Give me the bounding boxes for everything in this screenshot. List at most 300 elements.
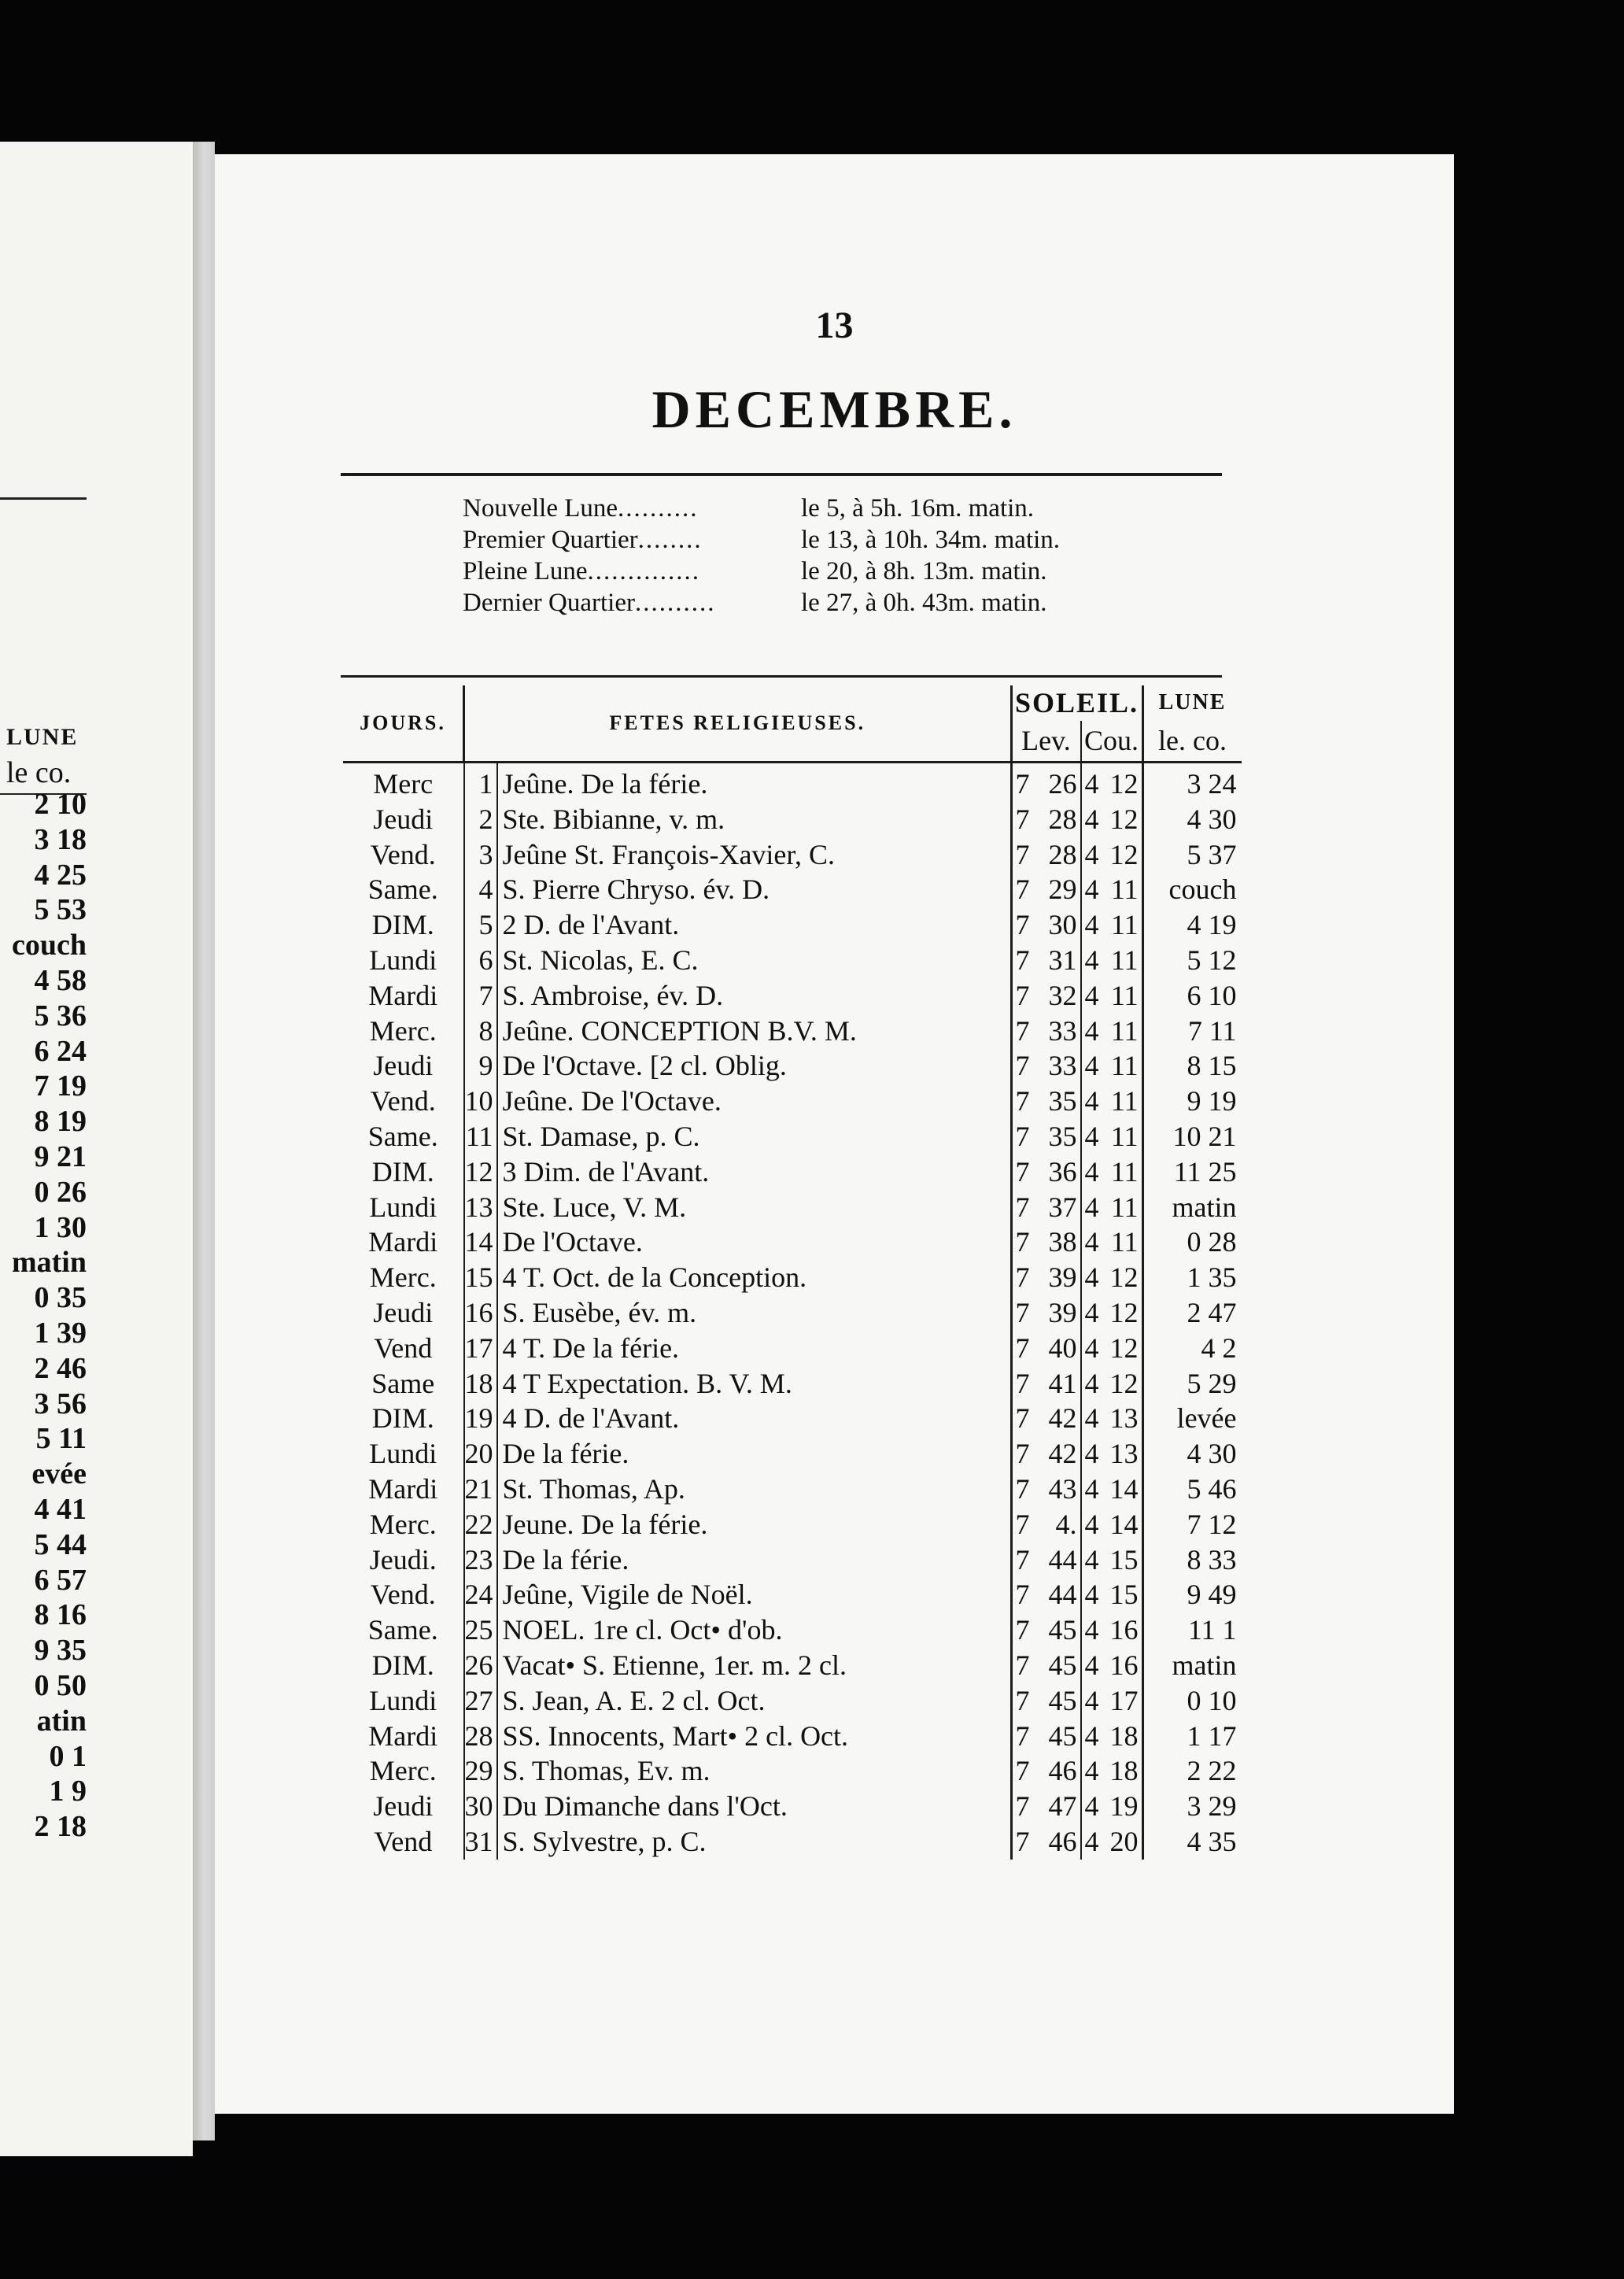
row-day-name: Jeudi bbox=[343, 1789, 464, 1824]
row-day-number: 20 bbox=[464, 1436, 497, 1472]
page-number: 13 bbox=[815, 305, 854, 346]
row-sunset-hour: 4 bbox=[1084, 1719, 1099, 1752]
row-day-name: Vend. bbox=[343, 1577, 464, 1612]
moon-phase-name: Nouvelle Lune bbox=[463, 494, 618, 523]
row-day-number: 6 bbox=[464, 943, 497, 978]
row-day-name: Same. bbox=[343, 1119, 464, 1154]
left-page-lune-value: 0 35 bbox=[34, 1281, 87, 1315]
row-sunset-hour: 4 bbox=[1084, 1579, 1099, 1611]
left-page-lune-value: 0 1 bbox=[49, 1739, 87, 1773]
row-sunset-minute: 14 bbox=[1107, 1472, 1143, 1507]
row-day-name: Lundi bbox=[343, 1190, 464, 1225]
row-moon-time: 5 37 bbox=[1187, 838, 1237, 870]
row-moon-time: 4 30 bbox=[1187, 803, 1237, 835]
row-sunrise-hour: 7 bbox=[1015, 909, 1030, 941]
row-moon-time: 8 33 bbox=[1187, 1543, 1237, 1575]
row-moon-time: 8 15 bbox=[1187, 1050, 1237, 1082]
row-sunrise-minute: 41 bbox=[1038, 1366, 1081, 1402]
row-sunrise-hour: 7 bbox=[1015, 1543, 1030, 1575]
table-row bbox=[343, 1084, 1242, 1119]
row-feast: De l'Octave. [2 cl. Oblig. bbox=[497, 1048, 1012, 1084]
moon-phase-row bbox=[463, 524, 1060, 556]
row-moon-time: 6 10 bbox=[1187, 979, 1237, 1011]
row-sunrise-hour: 7 bbox=[1015, 1191, 1030, 1223]
moon-phase-name: Dernier Quartier bbox=[463, 589, 635, 617]
row-feast: Jeûne. De la férie. bbox=[497, 763, 1012, 802]
row-sunset-hour: 4 bbox=[1084, 1755, 1099, 1787]
almanac-page bbox=[215, 154, 1454, 2114]
left-page-lune-value: 1 9 bbox=[49, 1775, 87, 1808]
row-feast: S. Jean, A. E. 2 cl. Oct. bbox=[497, 1683, 1012, 1719]
row-moon-time: couch bbox=[1168, 874, 1237, 906]
left-page-lune-value: 0 26 bbox=[34, 1175, 87, 1209]
row-day-number: 2 bbox=[464, 802, 497, 837]
left-page-lune-value: 5 53 bbox=[34, 893, 87, 927]
row-sunrise-minute: 35 bbox=[1038, 1084, 1081, 1119]
row-sunrise-minute: 32 bbox=[1038, 978, 1081, 1014]
moon-phase-time: le 27, à 0h. 43m. matin. bbox=[801, 589, 1047, 617]
row-day-name: Vend bbox=[343, 1824, 464, 1860]
row-sunrise-minute: 45 bbox=[1038, 1648, 1081, 1683]
moon-phase-name-cell bbox=[463, 493, 801, 524]
row-sunrise-hour: 7 bbox=[1015, 1120, 1030, 1152]
row-sunrise-minute: 46 bbox=[1038, 1824, 1081, 1860]
row-moon-time: matin bbox=[1172, 1649, 1237, 1681]
row-sunrise-hour: 7 bbox=[1015, 768, 1030, 800]
table-row bbox=[343, 1683, 1242, 1719]
col-header-soleil: SOLEIL. bbox=[1011, 685, 1142, 721]
left-page-lune-value: matin bbox=[12, 1246, 87, 1280]
row-moon-time: 11 1 bbox=[1187, 1614, 1237, 1646]
row-day-number: 23 bbox=[464, 1542, 497, 1578]
table-row bbox=[343, 763, 1242, 802]
row-feast: Vacat• S. Etienne, 1er. m. 2 cl. bbox=[497, 1648, 1012, 1683]
table-row bbox=[343, 1472, 1242, 1507]
left-page-lune-heading: LUNE bbox=[6, 724, 79, 750]
moon-phase-name-cell bbox=[463, 587, 801, 619]
left-page-lune-value: 9 21 bbox=[34, 1140, 87, 1173]
row-day-name: Merc. bbox=[343, 1507, 464, 1542]
row-sunset-minute: 11 bbox=[1107, 1048, 1143, 1084]
row-sunset-minute: 12 bbox=[1107, 1260, 1143, 1295]
row-sunrise-minute: 44 bbox=[1038, 1542, 1081, 1578]
moon-phase-time: le 13, à 10h. 34m. matin. bbox=[801, 526, 1061, 554]
row-sunset-minute: 17 bbox=[1107, 1683, 1143, 1719]
book-binding-gutter bbox=[193, 142, 215, 2140]
row-sunset-hour: 4 bbox=[1084, 1790, 1099, 1823]
row-day-name: Same. bbox=[343, 872, 464, 907]
row-sunset-minute: 11 bbox=[1107, 872, 1143, 907]
row-moon-time: 1 17 bbox=[1187, 1719, 1237, 1752]
row-day-number: 19 bbox=[464, 1401, 497, 1436]
table-row bbox=[343, 1014, 1242, 1049]
row-sunrise-minute: 39 bbox=[1038, 1295, 1081, 1331]
row-sunset-hour: 4 bbox=[1084, 1120, 1099, 1152]
row-feast: Jeûne. CONCEPTION B.V. M. bbox=[497, 1014, 1012, 1049]
row-day-name: Mardi bbox=[343, 1224, 464, 1260]
row-sunset-minute: 11 bbox=[1107, 978, 1143, 1014]
moon-phase-leader-dots: .......... bbox=[618, 494, 699, 523]
row-sunrise-minute: 33 bbox=[1038, 1014, 1081, 1049]
table-row bbox=[343, 1789, 1242, 1824]
moon-phase-time: le 20, à 8h. 13m. matin. bbox=[801, 557, 1047, 585]
left-page-lune-value: 4 58 bbox=[34, 963, 87, 997]
row-feast: SS. Innocents, Mart• 2 cl. Oct. bbox=[497, 1719, 1012, 1754]
row-feast: 3 Dim. de l'Avant. bbox=[497, 1154, 1012, 1190]
table-row bbox=[343, 1119, 1242, 1154]
title-rule bbox=[341, 473, 1222, 476]
left-page-lune-value: 0 50 bbox=[34, 1668, 87, 1702]
left-page-lune-subheading: le co. bbox=[6, 756, 72, 789]
row-sunset-hour: 4 bbox=[1084, 909, 1099, 941]
row-moon-time: 1 35 bbox=[1187, 1261, 1237, 1294]
row-day-number: 24 bbox=[464, 1577, 497, 1612]
row-moon-time: 9 19 bbox=[1187, 1085, 1237, 1117]
row-day-number: 5 bbox=[464, 907, 497, 943]
table-row bbox=[343, 907, 1242, 943]
left-page-lune-value: evée bbox=[31, 1457, 87, 1491]
row-sunrise-hour: 7 bbox=[1015, 874, 1030, 906]
table-row bbox=[343, 1719, 1242, 1754]
row-sunrise-minute: 43 bbox=[1038, 1472, 1081, 1507]
row-sunrise-hour: 7 bbox=[1015, 1825, 1030, 1857]
row-sunrise-minute: 37 bbox=[1038, 1190, 1081, 1225]
row-day-name: Merc. bbox=[343, 1014, 464, 1049]
table-row bbox=[343, 1612, 1242, 1648]
col-header-fetes: FETES RELIGIEUSES. bbox=[464, 685, 1012, 763]
row-day-name: Jeudi. bbox=[343, 1542, 464, 1578]
row-day-name: Vend. bbox=[343, 837, 464, 873]
row-sunrise-hour: 7 bbox=[1015, 1508, 1030, 1540]
table-row bbox=[343, 1648, 1242, 1683]
row-sunrise-minute: 45 bbox=[1038, 1612, 1081, 1648]
row-sunset-minute: 11 bbox=[1107, 1224, 1143, 1260]
row-sunrise-hour: 7 bbox=[1015, 1261, 1030, 1294]
row-sunset-minute: 11 bbox=[1107, 1014, 1143, 1049]
row-sunset-hour: 4 bbox=[1084, 1191, 1099, 1223]
row-day-number: 10 bbox=[464, 1084, 497, 1119]
left-page-rule-top bbox=[0, 497, 87, 500]
row-day-name: DIM. bbox=[343, 1154, 464, 1190]
row-moon-time: 4 19 bbox=[1187, 909, 1237, 941]
table-row bbox=[343, 943, 1242, 978]
row-day-name: Lundi bbox=[343, 1683, 464, 1719]
row-feast: De la férie. bbox=[497, 1542, 1012, 1578]
row-sunset-hour: 4 bbox=[1084, 1296, 1099, 1328]
row-feast: NOEL. 1re cl. Oct• d'ob. bbox=[497, 1612, 1012, 1648]
table-row bbox=[343, 1577, 1242, 1612]
row-feast: S. Ambroise, év. D. bbox=[497, 978, 1012, 1014]
left-page-lune-value: 5 36 bbox=[34, 999, 87, 1032]
calendar-body bbox=[343, 763, 1242, 1860]
row-sunset-hour: 4 bbox=[1084, 803, 1099, 835]
table-row bbox=[343, 1260, 1242, 1295]
calendar-table bbox=[343, 685, 1242, 1860]
row-day-number: 9 bbox=[464, 1048, 497, 1084]
row-feast: S. Eusèbe, év. m. bbox=[497, 1295, 1012, 1331]
row-sunset-hour: 4 bbox=[1084, 1261, 1099, 1294]
left-page-lune-value: 9 35 bbox=[34, 1634, 87, 1668]
row-sunrise-minute: 42 bbox=[1038, 1436, 1081, 1472]
row-sunset-minute: 12 bbox=[1107, 1331, 1143, 1366]
row-feast: S. Sylvestre, p. C. bbox=[497, 1824, 1012, 1860]
row-moon-time: 9 49 bbox=[1187, 1579, 1237, 1611]
row-day-number: 29 bbox=[464, 1753, 497, 1789]
previous-page-fragment bbox=[0, 142, 193, 2156]
table-row bbox=[343, 872, 1242, 907]
row-sunrise-hour: 7 bbox=[1015, 1085, 1030, 1117]
moon-phase-row bbox=[463, 587, 1060, 619]
row-day-number: 14 bbox=[464, 1224, 497, 1260]
row-day-name: DIM. bbox=[343, 1648, 464, 1683]
row-sunset-hour: 4 bbox=[1084, 768, 1099, 800]
row-sunrise-hour: 7 bbox=[1015, 1790, 1030, 1823]
row-sunrise-minute: 46 bbox=[1038, 1753, 1081, 1789]
row-day-number: 11 bbox=[464, 1119, 497, 1154]
row-moon-time: 5 46 bbox=[1187, 1472, 1237, 1505]
row-feast: St. Damase, p. C. bbox=[497, 1119, 1012, 1154]
row-sunrise-minute: 45 bbox=[1038, 1683, 1081, 1719]
row-day-number: 18 bbox=[464, 1366, 497, 1402]
row-sunset-hour: 4 bbox=[1084, 1543, 1099, 1575]
month-title: DECEMBRE. bbox=[651, 379, 1017, 439]
left-page-lune-value: 8 19 bbox=[34, 1105, 87, 1139]
row-sunrise-hour: 7 bbox=[1015, 979, 1030, 1011]
row-sunrise-hour: 7 bbox=[1015, 1155, 1030, 1188]
row-day-name: Mardi bbox=[343, 1719, 464, 1754]
col-header-lune: LUNE bbox=[1142, 685, 1242, 721]
moon-phase-name-cell bbox=[463, 524, 801, 556]
left-page-lune-value: 5 44 bbox=[34, 1527, 87, 1561]
row-sunrise-minute: 38 bbox=[1038, 1224, 1081, 1260]
row-sunset-hour: 4 bbox=[1084, 1085, 1099, 1117]
row-feast: Ste. Bibianne, v. m. bbox=[497, 802, 1012, 837]
row-day-number: 17 bbox=[464, 1331, 497, 1366]
row-sunset-minute: 18 bbox=[1107, 1753, 1143, 1789]
row-sunset-minute: 13 bbox=[1107, 1436, 1143, 1472]
row-sunrise-minute: 39 bbox=[1038, 1260, 1081, 1295]
row-sunset-minute: 11 bbox=[1107, 907, 1143, 943]
row-moon-time: 7 11 bbox=[1187, 1014, 1237, 1047]
row-moon-time: 10 21 bbox=[1172, 1120, 1237, 1152]
table-row bbox=[343, 1224, 1242, 1260]
row-sunrise-minute: 33 bbox=[1038, 1048, 1081, 1084]
row-sunrise-hour: 7 bbox=[1015, 1719, 1030, 1752]
table-row bbox=[343, 1190, 1242, 1225]
left-page-lune-value: 5 11 bbox=[35, 1422, 87, 1456]
row-sunset-hour: 4 bbox=[1084, 944, 1099, 976]
row-moon-time: 11 25 bbox=[1173, 1155, 1237, 1188]
row-sunrise-minute: 45 bbox=[1038, 1719, 1081, 1754]
row-day-number: 13 bbox=[464, 1190, 497, 1225]
row-sunrise-hour: 7 bbox=[1015, 1402, 1030, 1435]
table-top-rule bbox=[341, 675, 1222, 678]
row-day-number: 22 bbox=[464, 1507, 497, 1542]
row-sunrise-hour: 7 bbox=[1015, 1050, 1030, 1082]
table-row bbox=[343, 978, 1242, 1014]
row-feast: Jeûne St. François-Xavier, C. bbox=[497, 837, 1012, 873]
left-page-lune-value: couch bbox=[12, 929, 87, 962]
row-sunset-minute: 12 bbox=[1107, 1295, 1143, 1331]
row-sunset-minute: 11 bbox=[1107, 1190, 1143, 1225]
row-moon-time: 3 24 bbox=[1187, 768, 1237, 800]
row-sunrise-minute: 40 bbox=[1038, 1331, 1081, 1366]
row-day-number: 12 bbox=[464, 1154, 497, 1190]
row-sunset-minute: 13 bbox=[1107, 1401, 1143, 1436]
row-day-name: Merc. bbox=[343, 1753, 464, 1789]
row-sunset-minute: 12 bbox=[1107, 763, 1143, 802]
row-sunrise-minute: 28 bbox=[1038, 837, 1081, 873]
row-sunrise-hour: 7 bbox=[1015, 1755, 1030, 1787]
row-sunrise-hour: 7 bbox=[1015, 1014, 1030, 1047]
row-moon-time: 7 12 bbox=[1187, 1508, 1237, 1540]
moon-phase-name: Premier Quartier bbox=[463, 526, 638, 554]
col-header-lune-sub: le. co. bbox=[1142, 721, 1242, 763]
row-sunset-minute: 11 bbox=[1107, 943, 1143, 978]
row-moon-time: matin bbox=[1172, 1191, 1237, 1223]
row-day-number: 7 bbox=[464, 978, 497, 1014]
row-day-number: 27 bbox=[464, 1683, 497, 1719]
table-row bbox=[343, 1331, 1242, 1366]
row-sunrise-minute: 26 bbox=[1038, 763, 1081, 802]
table-row bbox=[343, 1048, 1242, 1084]
row-sunset-minute: 11 bbox=[1107, 1084, 1143, 1119]
row-day-number: 21 bbox=[464, 1472, 497, 1507]
moon-phase-name: Pleine Lune bbox=[463, 557, 588, 585]
row-day-number: 28 bbox=[464, 1719, 497, 1754]
table-row bbox=[343, 1154, 1242, 1190]
row-sunset-minute: 16 bbox=[1107, 1648, 1143, 1683]
left-page-lune-value: 4 25 bbox=[34, 858, 87, 892]
row-sunset-minute: 12 bbox=[1107, 837, 1143, 873]
left-page-lune-value: 6 24 bbox=[34, 1034, 87, 1068]
row-feast: Jeûne. De l'Octave. bbox=[497, 1084, 1012, 1119]
row-sunset-hour: 4 bbox=[1084, 838, 1099, 870]
row-feast: Du Dimanche dans l'Oct. bbox=[497, 1789, 1012, 1824]
row-feast: Jeûne, Vigile de Noël. bbox=[497, 1577, 1012, 1612]
row-day-name: Vend bbox=[343, 1331, 464, 1366]
row-feast: 4 T. De la férie. bbox=[497, 1331, 1012, 1366]
row-sunrise-hour: 7 bbox=[1015, 1438, 1030, 1470]
table-row bbox=[343, 1824, 1242, 1860]
row-sunrise-hour: 7 bbox=[1015, 1296, 1030, 1328]
row-sunrise-hour: 7 bbox=[1015, 838, 1030, 870]
row-feast: Ste. Luce, V. M. bbox=[497, 1190, 1012, 1225]
row-feast: Jeune. De la férie. bbox=[497, 1507, 1012, 1542]
row-sunrise-hour: 7 bbox=[1015, 1367, 1030, 1399]
row-feast: S. Thomas, Ev. m. bbox=[497, 1753, 1012, 1789]
row-sunrise-hour: 7 bbox=[1015, 1226, 1030, 1258]
row-moon-time: 5 12 bbox=[1187, 944, 1237, 976]
left-page-lune-value: 8 16 bbox=[34, 1598, 87, 1632]
col-header-lever: Lev. bbox=[1011, 721, 1081, 763]
row-day-name: Vend. bbox=[343, 1084, 464, 1119]
row-sunset-minute: 12 bbox=[1107, 802, 1143, 837]
row-day-number: 15 bbox=[464, 1260, 497, 1295]
row-moon-time: 3 29 bbox=[1187, 1790, 1237, 1823]
left-page-lune-value: 2 10 bbox=[34, 788, 87, 821]
moon-phase-row bbox=[463, 493, 1060, 524]
row-moon-time: 2 22 bbox=[1187, 1755, 1237, 1787]
row-sunrise-hour: 7 bbox=[1015, 1684, 1030, 1716]
col-header-jours: JOURS. bbox=[343, 685, 464, 763]
row-sunrise-hour: 7 bbox=[1015, 1649, 1030, 1681]
row-sunset-minute: 16 bbox=[1107, 1612, 1143, 1648]
table-row bbox=[343, 1753, 1242, 1789]
left-page-lune-value: 3 18 bbox=[34, 822, 87, 856]
row-sunrise-minute: 4. bbox=[1038, 1507, 1081, 1542]
row-sunset-minute: 19 bbox=[1107, 1789, 1143, 1824]
row-sunset-minute: 11 bbox=[1107, 1119, 1143, 1154]
row-sunrise-minute: 44 bbox=[1038, 1577, 1081, 1612]
row-sunset-minute: 15 bbox=[1107, 1577, 1143, 1612]
row-sunset-hour: 4 bbox=[1084, 1614, 1099, 1646]
row-feast: 4 T Expectation. B. V. M. bbox=[497, 1366, 1012, 1402]
row-day-name: DIM. bbox=[343, 907, 464, 943]
row-sunrise-minute: 28 bbox=[1038, 802, 1081, 837]
moon-phase-leader-dots: ........ bbox=[637, 526, 703, 554]
moon-phase-name-cell bbox=[463, 556, 801, 587]
row-sunset-minute: 14 bbox=[1107, 1507, 1143, 1542]
row-sunrise-minute: 47 bbox=[1038, 1789, 1081, 1824]
row-sunrise-minute: 36 bbox=[1038, 1154, 1081, 1190]
row-day-name: Jeudi bbox=[343, 802, 464, 837]
row-sunset-hour: 4 bbox=[1084, 1825, 1099, 1857]
row-sunrise-hour: 7 bbox=[1015, 1579, 1030, 1611]
left-page-lune-value: 1 39 bbox=[34, 1316, 87, 1350]
row-sunset-hour: 4 bbox=[1084, 874, 1099, 906]
table-row bbox=[343, 1436, 1242, 1472]
row-moon-time: 0 28 bbox=[1187, 1226, 1237, 1258]
moon-phase-row bbox=[463, 556, 1060, 587]
row-day-number: 1 bbox=[464, 763, 497, 802]
moon-phase-leader-dots: .............. bbox=[587, 557, 701, 585]
row-sunset-minute: 15 bbox=[1107, 1542, 1143, 1578]
row-moon-time: 4 35 bbox=[1187, 1825, 1237, 1857]
left-page-lune-value: 4 41 bbox=[34, 1492, 87, 1526]
row-day-number: 16 bbox=[464, 1295, 497, 1331]
row-feast: 2 D. de l'Avant. bbox=[497, 907, 1012, 943]
row-moon-time: 4 30 bbox=[1187, 1438, 1237, 1470]
row-feast: St. Nicolas, E. C. bbox=[497, 943, 1012, 978]
table-row bbox=[343, 1295, 1242, 1331]
row-sunset-minute: 12 bbox=[1107, 1366, 1143, 1402]
row-sunrise-hour: 7 bbox=[1015, 1332, 1030, 1364]
row-sunset-hour: 4 bbox=[1084, 979, 1099, 1011]
row-day-name: Merc. bbox=[343, 1260, 464, 1295]
row-day-name: Mardi bbox=[343, 1472, 464, 1507]
row-moon-time: 5 29 bbox=[1187, 1367, 1237, 1399]
row-sunset-hour: 4 bbox=[1084, 1649, 1099, 1681]
row-feast: St. Thomas, Ap. bbox=[497, 1472, 1012, 1507]
row-sunset-hour: 4 bbox=[1084, 1226, 1099, 1258]
row-day-number: 3 bbox=[464, 837, 497, 873]
row-moon-time: 4 2 bbox=[1201, 1332, 1237, 1364]
row-sunset-hour: 4 bbox=[1084, 1367, 1099, 1399]
row-feast: De la férie. bbox=[497, 1436, 1012, 1472]
row-day-name: Lundi bbox=[343, 1436, 464, 1472]
row-moon-time: 2 47 bbox=[1187, 1296, 1237, 1328]
row-sunset-hour: 4 bbox=[1084, 1472, 1099, 1505]
row-sunrise-minute: 35 bbox=[1038, 1119, 1081, 1154]
left-page-lune-value: atin bbox=[36, 1704, 87, 1738]
moon-phase-time: le 5, à 5h. 16m. matin. bbox=[801, 494, 1035, 523]
row-sunrise-hour: 7 bbox=[1015, 803, 1030, 835]
left-page-lune-column bbox=[0, 787, 87, 1845]
row-day-name: Merc bbox=[343, 763, 464, 802]
moon-phases-list bbox=[463, 493, 1060, 619]
row-sunset-hour: 4 bbox=[1084, 1684, 1099, 1716]
